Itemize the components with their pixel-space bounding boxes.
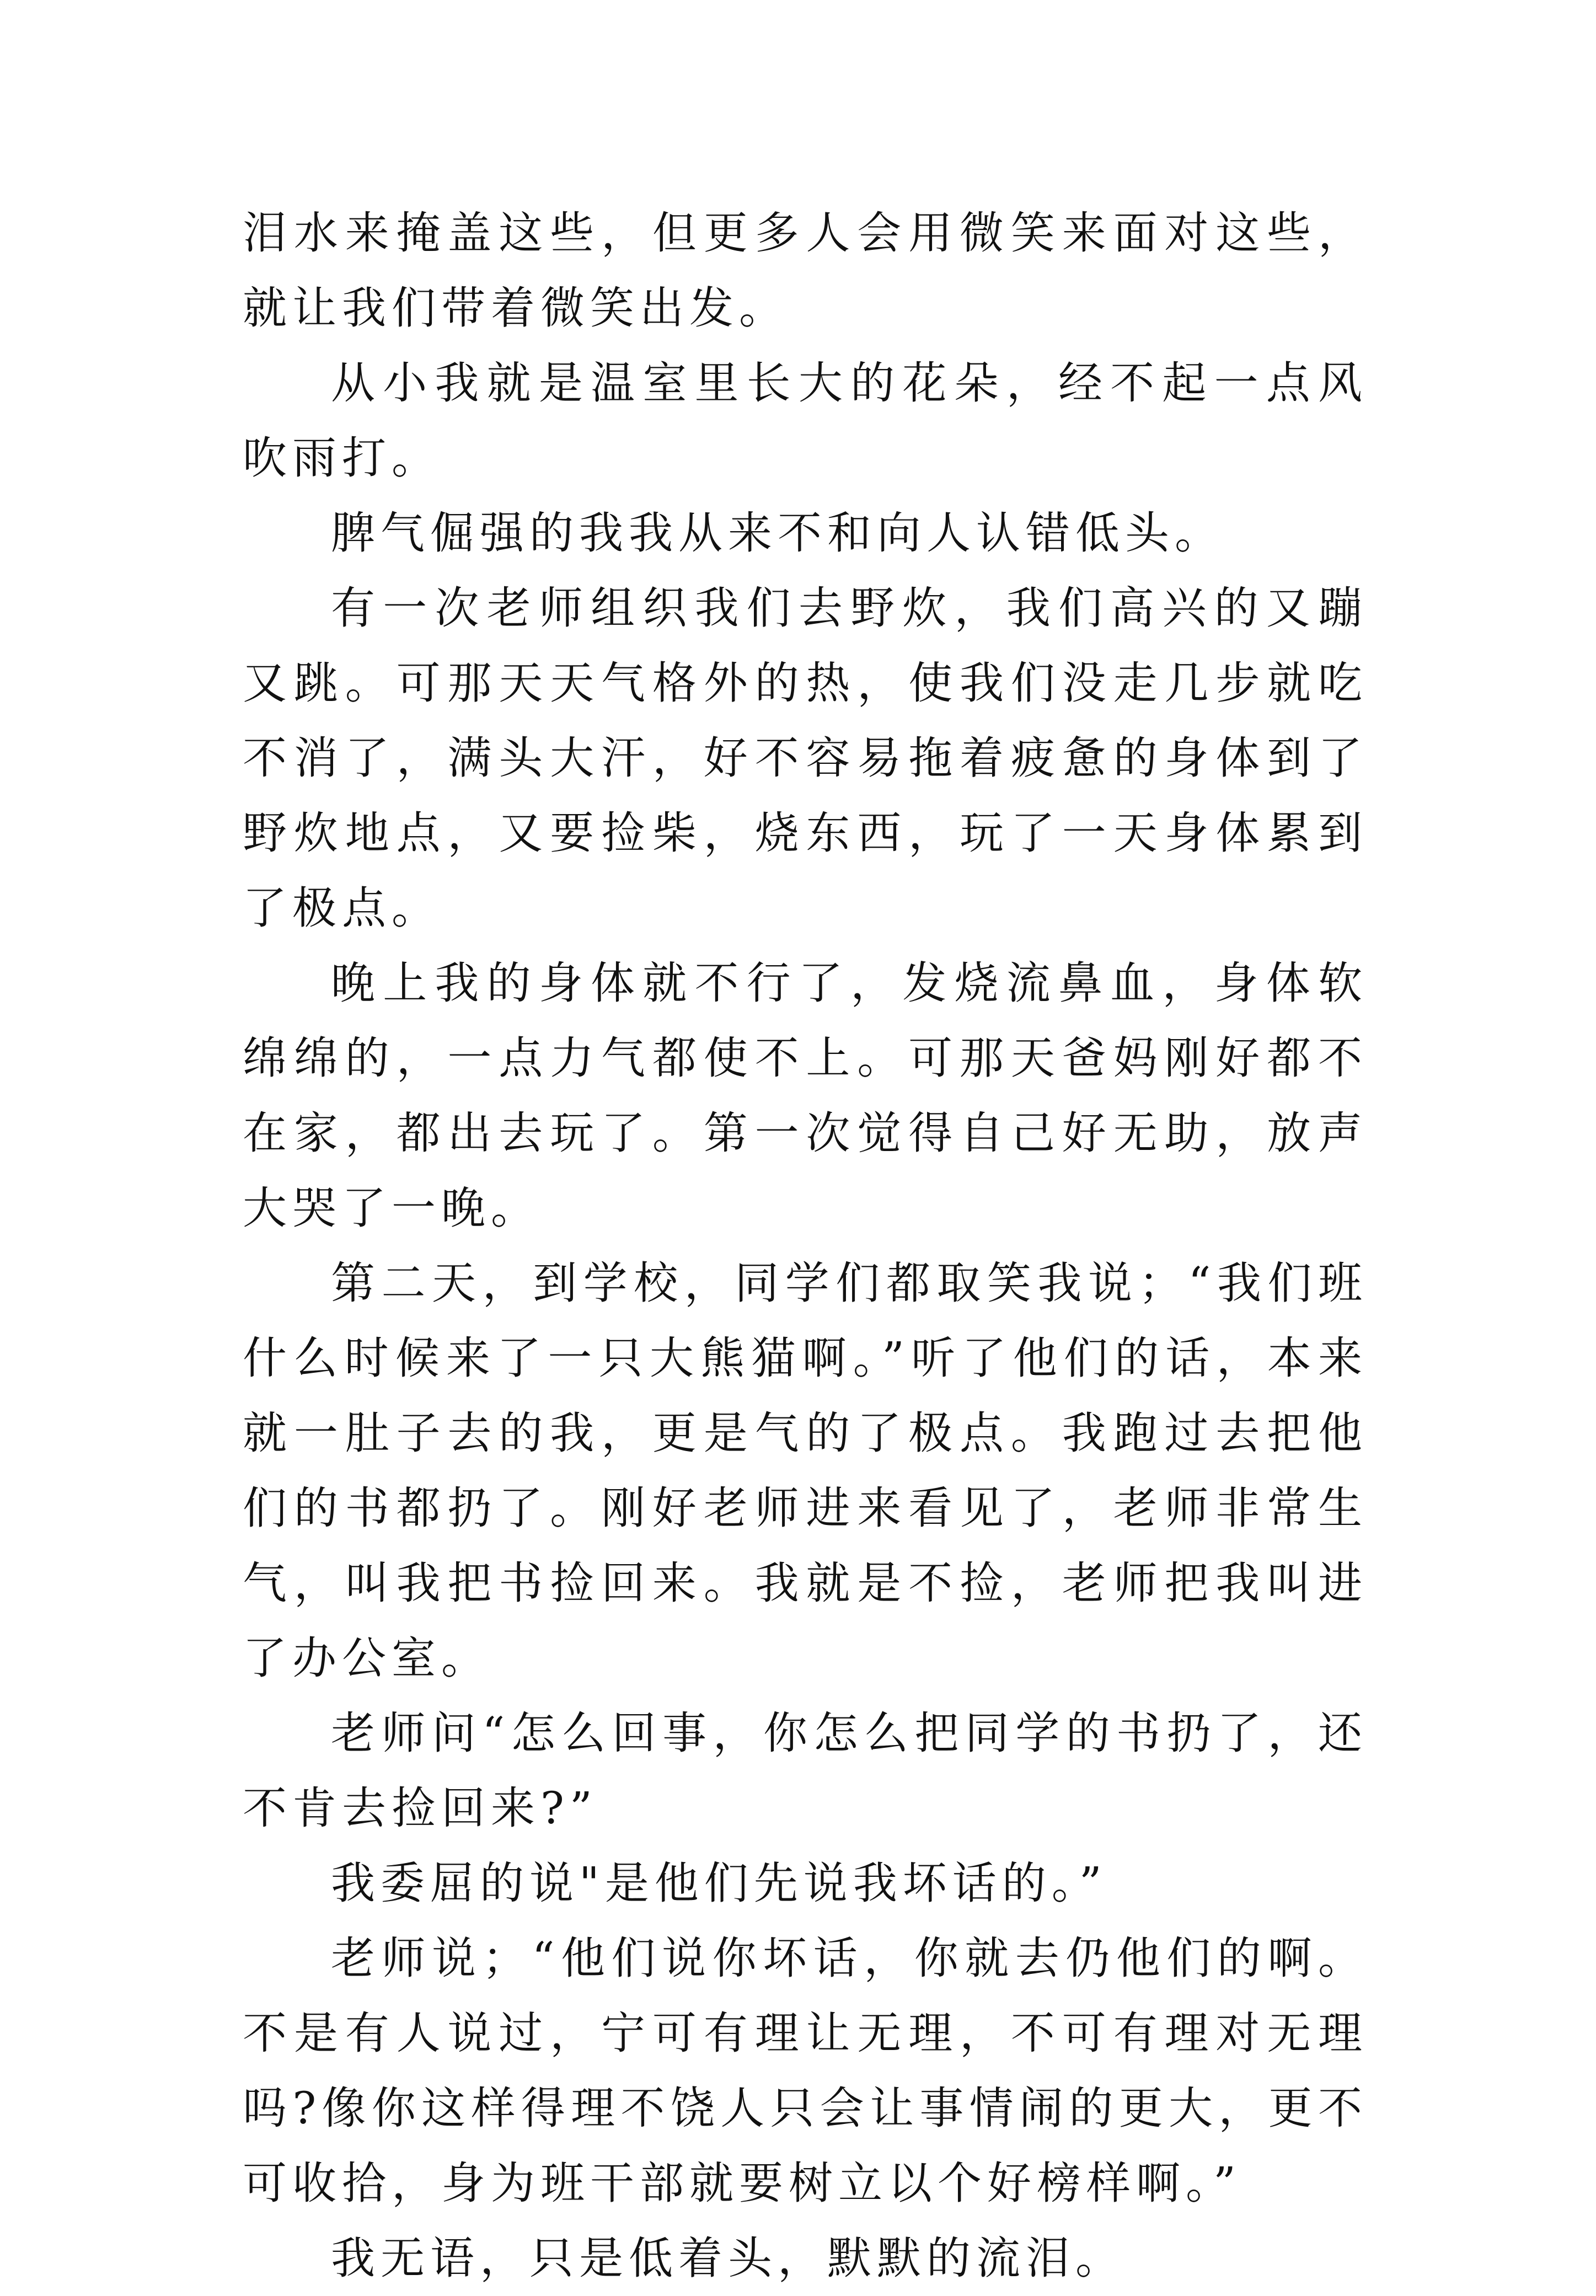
paragraph: 我委屈的说"是他们先说我坏话的。” [331, 1858, 1107, 1909]
paragraph: 从小我就是温室里长大的花朵，经不起一点风吹雨打。 [243, 357, 1368, 484]
paragraph: 老师问“怎么回事，你怎么把同学的书扔了，还不肯去捡回来?” [243, 1708, 1368, 1834]
paragraph: 我无语，只是低着头，默默的流泪。 [331, 2233, 1125, 2284]
paragraph: 晚上我的身体就不行了，发烧流鼻血，身体软绵绵的，一点力气都使不上。可那天爸妈刚好都不在家，都出去玩了。第一次觉得自己好无助，放声大哭了一晚。 [243, 957, 1368, 1234]
paragraph: 泪水来掩盖这些，但更多人会用微笑来面对这些，就让我们带着微笑出发。 [243, 207, 1368, 334]
paragraph: 脾气倔强的我我从来不和向人认错低头。 [331, 507, 1224, 559]
paragraph: 第二天，到学校，同学们都取笑我说；“我们班什么时候来了一只大熊猫啊。”听了他们的话，本来就一肚子去的我，更是气的了极点。我跑过去把他们的书都扔了。刚好老师进来看见了，老师非常生气，叫我把书捡回来。我就是不捡，老师把我叫进了办公室。 [243, 1257, 1368, 1684]
paragraph: 有一次老师组织我们去野炊，我们高兴的又蹦又跳。可那天天气格外的热，使我们没走几步就吃不消了，满头大汗，好不容易拖着疲惫的身体到了野炊地点，又要捡柴，烧东西，玩了一天身体累到了极点。 [243, 582, 1368, 934]
paragraph: 老师说；“他们说你坏话，你就去仍他们的啊。不是有人说过，宁可有理让无理，不可有理对无理吗?像你这样得理不饶人只会让事情闹的更大，更不可收拾，身为班干部就要树立以个好榜样啊。” [243, 1933, 1368, 2209]
body-text [243, 196, 1368, 2296]
